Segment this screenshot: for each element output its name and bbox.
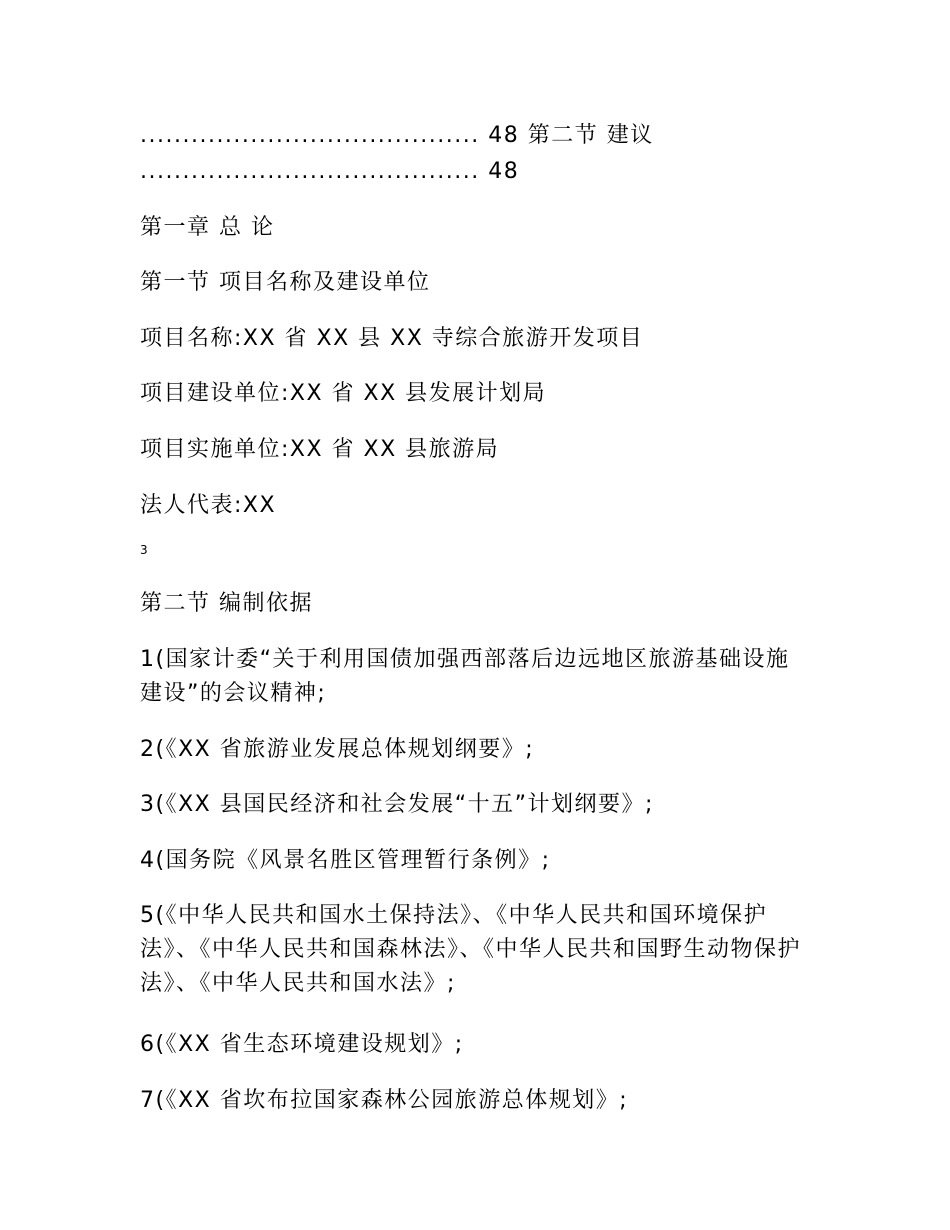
- basis-item: 6(《XX 省生态环境建设规划》;: [140, 1032, 464, 1057]
- basis-item: 2(《XX 省旅游业发展总体规划纲要》;: [140, 737, 535, 762]
- toc-line: ........................................ 48: [140, 159, 520, 184]
- basis-item: 3(《XX 县国民经济和社会发展“十五”计划纲要》;: [140, 792, 654, 817]
- basis-item: 4(国务院《风景名胜区管理暂行条例》;: [140, 848, 551, 873]
- section-title: 第一节 项目名称及建设单位: [140, 270, 431, 295]
- legal-representative: 法人代表:XX: [140, 493, 277, 518]
- implementation-unit: 项目实施单位:XX 省 XX 县旅游局: [140, 437, 500, 462]
- construction-unit: 项目建设单位:XX 省 XX 县发展计划局: [140, 381, 547, 406]
- project-name: 项目名称:XX 省 XX 县 XX 寺综合旅游开发项目: [140, 326, 644, 351]
- chapter-title: 第一章 总 论: [140, 215, 275, 240]
- basis-item: 5(《中华人民共和国水土保持法》、《中华人民共和国环境保护法》、《中华人民共和国森林法》、《中华人民共和国野生动物保护法》、《中华人民共和国水法》;: [140, 903, 802, 996]
- page-number: 3: [140, 543, 148, 557]
- basis-item: 1(国家计委“关于利用国债加强西部落后边远地区旅游基础设施建设”的会议精神;: [140, 647, 790, 706]
- basis-item: 7(《XX 省坎布拉国家森林公园旅游总体规划》;: [140, 1088, 629, 1113]
- section-title: 第二节 编制依据: [140, 591, 313, 616]
- toc-line: ........................................ 48 第二节 建议: [140, 123, 654, 148]
